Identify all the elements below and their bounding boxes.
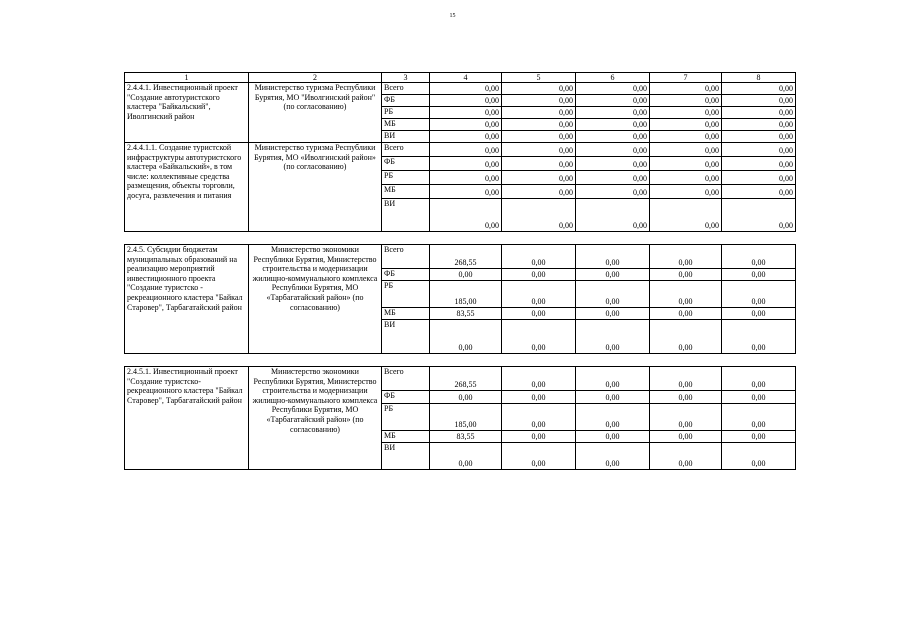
value-cell: 0,00 xyxy=(576,431,650,443)
value-cell: 0,00 xyxy=(650,107,722,119)
value-cell: 0,00 xyxy=(650,404,722,431)
value-cell: 0,00 xyxy=(430,95,502,107)
value-cell: 0,00 xyxy=(722,95,796,107)
value-cell: 0,00 xyxy=(650,281,722,308)
value-cell: 0,00 xyxy=(430,107,502,119)
table-row xyxy=(125,83,796,95)
value-cell: 0,00 xyxy=(502,107,576,119)
spacer-cell xyxy=(125,354,796,367)
value-cell: 0,00 xyxy=(722,185,796,199)
value-cell: 0,00 xyxy=(650,157,722,171)
value-cell: 0,00 xyxy=(722,199,796,232)
value-cell: 0,00 xyxy=(502,269,576,281)
funding-source: Всего xyxy=(382,143,430,157)
funding-source: ФБ xyxy=(382,269,430,281)
value-cell: 0,00 xyxy=(576,367,650,391)
funding-source: ФБ xyxy=(382,391,430,404)
value-cell: 0,00 xyxy=(502,245,576,269)
executor: Министерство туризма Республики Бурятия, МО «Иволгинский район» (по согласованию) xyxy=(249,143,382,232)
value-cell: 0,00 xyxy=(722,281,796,308)
value-cell: 0,00 xyxy=(650,119,722,131)
value-cell: 185,00 xyxy=(430,281,502,308)
value-cell: 0,00 xyxy=(502,119,576,131)
value-cell: 0,00 xyxy=(650,131,722,143)
header-cell: 4 xyxy=(430,73,502,83)
value-cell: 0,00 xyxy=(502,431,576,443)
value-cell: 0,00 xyxy=(650,269,722,281)
executor: Министерство экономики Республики Бурятия, Министерство строительства и модернизации жилищно-коммунального комплекса Республики Бурятия, МО «Тарбагатайский район» (по согласованию) xyxy=(249,367,382,470)
value-cell: 0,00 xyxy=(502,185,576,199)
value-cell: 0,00 xyxy=(502,367,576,391)
page-number: 15 xyxy=(449,13,456,19)
value-cell: 0,00 xyxy=(430,269,502,281)
value-cell: 0,00 xyxy=(650,320,722,354)
value-cell: 185,00 xyxy=(430,404,502,431)
value-cell: 0,00 xyxy=(650,185,722,199)
value-cell: 0,00 xyxy=(650,171,722,185)
funding-source: Всего xyxy=(382,245,430,269)
value-cell: 0,00 xyxy=(576,157,650,171)
executor: Министерство экономики Республики Бурятия, Министерство строительства и модернизации жилищно-коммунального комплекса Республики Бурятия, МО «Тарбагатайский район» (по согласованию) xyxy=(249,245,382,354)
value-cell: 0,00 xyxy=(722,391,796,404)
value-cell: 0,00 xyxy=(430,131,502,143)
value-cell: 0,00 xyxy=(576,131,650,143)
value-cell: 0,00 xyxy=(502,157,576,171)
funding-source: РБ xyxy=(382,171,430,185)
value-cell: 0,00 xyxy=(576,308,650,320)
value-cell: 0,00 xyxy=(650,391,722,404)
funding-source: МБ xyxy=(382,185,430,199)
measure-name: 2.4.4.1. Инвестиционный проект "Создание автотуристского кластера "Байкальский", Иволгинский район xyxy=(125,83,249,143)
funding-source: Всего xyxy=(382,367,430,391)
table-row xyxy=(125,245,796,269)
value-cell: 0,00 xyxy=(722,308,796,320)
funding-source: МБ xyxy=(382,431,430,443)
budget-table xyxy=(124,72,796,470)
funding-source: ФБ xyxy=(382,95,430,107)
measure-name: 2.4.5. Субсидии бюджетам муниципальных образований на реализацию мероприятий инвестиционного проекта "Создание туристско - рекреационного кластера "Байкал Старовер", Тарбагатайский район xyxy=(125,245,249,354)
value-cell: 83,55 xyxy=(430,431,502,443)
value-cell: 0,00 xyxy=(430,143,502,157)
value-cell: 0,00 xyxy=(722,269,796,281)
value-cell: 0,00 xyxy=(650,308,722,320)
value-cell: 0,00 xyxy=(576,107,650,119)
value-cell: 0,00 xyxy=(502,171,576,185)
value-cell: 0,00 xyxy=(722,107,796,119)
value-cell: 0,00 xyxy=(576,199,650,232)
value-cell: 0,00 xyxy=(722,131,796,143)
value-cell: 0,00 xyxy=(722,83,796,95)
funding-source: Всего xyxy=(382,83,430,95)
value-cell: 0,00 xyxy=(650,83,722,95)
measure-name: 2.4.4.1.1. Создание туристской инфраструктуры автотуристского кластера «Байкальский», в том числе: коллективные средства размещения, объекты торговли, досуга, развлечения и питания xyxy=(125,143,249,232)
value-cell: 0,00 xyxy=(502,281,576,308)
value-cell: 268,55 xyxy=(430,245,502,269)
value-cell: 0,00 xyxy=(722,119,796,131)
table-body xyxy=(125,73,796,470)
value-cell: 0,00 xyxy=(576,143,650,157)
value-cell: 0,00 xyxy=(722,157,796,171)
value-cell: 0,00 xyxy=(576,245,650,269)
value-cell: 0,00 xyxy=(430,83,502,95)
value-cell: 0,00 xyxy=(576,171,650,185)
value-cell: 0,00 xyxy=(430,119,502,131)
funding-source: ВИ xyxy=(382,320,430,354)
funding-source: МБ xyxy=(382,119,430,131)
value-cell: 83,55 xyxy=(430,308,502,320)
header-cell: 6 xyxy=(576,73,650,83)
funding-source: ВИ xyxy=(382,131,430,143)
funding-source: РБ xyxy=(382,107,430,119)
value-cell: 0,00 xyxy=(430,320,502,354)
value-cell: 0,00 xyxy=(576,95,650,107)
table-row xyxy=(125,367,796,391)
spacer-cell xyxy=(125,232,796,245)
value-cell: 0,00 xyxy=(502,443,576,470)
funding-source: МБ xyxy=(382,308,430,320)
value-cell: 0,00 xyxy=(430,171,502,185)
value-cell: 0,00 xyxy=(722,320,796,354)
value-cell: 0,00 xyxy=(502,131,576,143)
header-cell: 5 xyxy=(502,73,576,83)
value-cell: 0,00 xyxy=(722,443,796,470)
block-spacer xyxy=(125,232,796,245)
value-cell: 0,00 xyxy=(576,281,650,308)
value-cell: 0,00 xyxy=(502,404,576,431)
header-cell: 8 xyxy=(722,73,796,83)
value-cell: 0,00 xyxy=(430,199,502,232)
value-cell: 0,00 xyxy=(722,143,796,157)
header-cell: 1 xyxy=(125,73,249,83)
value-cell: 268,55 xyxy=(430,367,502,391)
value-cell: 0,00 xyxy=(650,143,722,157)
value-cell: 0,00 xyxy=(576,443,650,470)
funding-source: ВИ xyxy=(382,443,430,470)
value-cell: 0,00 xyxy=(650,199,722,232)
value-cell: 0,00 xyxy=(576,391,650,404)
value-cell: 0,00 xyxy=(430,391,502,404)
header-cell: 2 xyxy=(249,73,382,83)
value-cell: 0,00 xyxy=(650,245,722,269)
value-cell: 0,00 xyxy=(650,367,722,391)
executor: Министерство туризма Республики Бурятия, МО "Иволгинский район" (по согласованию) xyxy=(249,83,382,143)
value-cell: 0,00 xyxy=(650,95,722,107)
value-cell: 0,00 xyxy=(722,367,796,391)
value-cell: 0,00 xyxy=(576,404,650,431)
funding-source: ФБ xyxy=(382,157,430,171)
block-spacer xyxy=(125,354,796,367)
value-cell: 0,00 xyxy=(650,443,722,470)
value-cell: 0,00 xyxy=(430,443,502,470)
value-cell: 0,00 xyxy=(722,245,796,269)
funding-source: РБ xyxy=(382,281,430,308)
funding-source: РБ xyxy=(382,404,430,431)
value-cell: 0,00 xyxy=(576,185,650,199)
value-cell: 0,00 xyxy=(722,404,796,431)
header-row xyxy=(125,73,796,83)
value-cell: 0,00 xyxy=(502,308,576,320)
value-cell: 0,00 xyxy=(502,83,576,95)
value-cell: 0,00 xyxy=(722,431,796,443)
value-cell: 0,00 xyxy=(502,391,576,404)
value-cell: 0,00 xyxy=(722,171,796,185)
header-cell: 7 xyxy=(650,73,722,83)
value-cell: 0,00 xyxy=(502,199,576,232)
funding-source: ВИ xyxy=(382,199,430,232)
value-cell: 0,00 xyxy=(576,119,650,131)
value-cell: 0,00 xyxy=(502,95,576,107)
header-cell: 3 xyxy=(382,73,430,83)
value-cell: 0,00 xyxy=(430,157,502,171)
value-cell: 0,00 xyxy=(650,431,722,443)
value-cell: 0,00 xyxy=(576,320,650,354)
value-cell: 0,00 xyxy=(502,320,576,354)
value-cell: 0,00 xyxy=(576,269,650,281)
table-row xyxy=(125,143,796,157)
measure-name: 2.4.5.1. Инвестиционный проект "Создание туристско-рекреационного кластера "Байкал Старовер", Тарбагатайский район xyxy=(125,367,249,470)
value-cell: 0,00 xyxy=(502,143,576,157)
value-cell: 0,00 xyxy=(576,83,650,95)
value-cell: 0,00 xyxy=(430,185,502,199)
